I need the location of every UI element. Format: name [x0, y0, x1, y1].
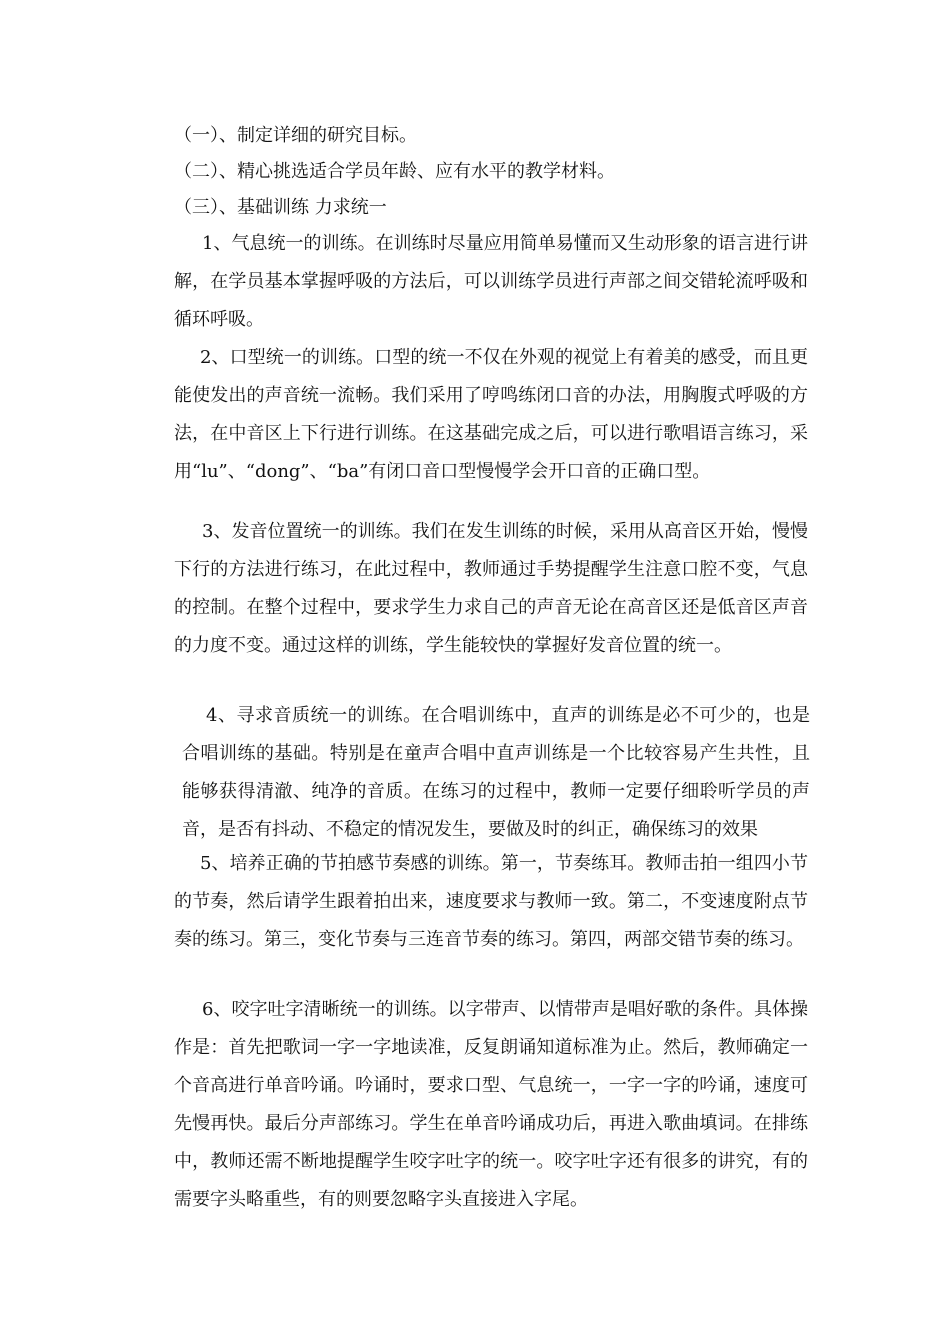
section-heading-3: （三）、基础训练 力求统一 [174, 197, 387, 218]
paragraph-tone-quality-training: 4、寻求音质统一的训练。在合唱训练中，直声的训练是必不可少的，也是合唱训练的基础。特别是在童声合唱中直声训练是一个比较容易产生共性，且能够获得清澈、纯净的音质。在练习的过程中，教师一定要仔细聆听学员的声音，是否有抖动、不稳定的情况发生，要做及时的纠正，确保练习的效果 [182, 705, 810, 840]
paragraph-breath-training: 1、气息统一的训练。在训练时尽量应用简单易懂而又生动形象的语言进行讲解，在学员基本掌握呼吸的方法后，可以训练学员进行声部之间交错轮流呼吸和循环呼吸。 [174, 233, 808, 330]
paragraph-pronunciation-position-training: 3、发音位置统一的训练。我们在发生训练的时候，采用从高音区开始，慢慢下行的方法进行练习，在此过程中，教师通过手势提醒学生注意口腔不变，气息的控制。在整个过程中，要求学生力求自己的声音无论在高音区还是低音区声音的力度不变。通过这样的训练，学生能较快的掌握好发音位置的统一。 [174, 521, 808, 656]
section-heading-2: （二）、精心挑选适合学员年龄、应有水平的教学材料。 [174, 161, 615, 182]
paragraph-rhythm-training: 5、培养正确的节拍感节奏感的训练。第一，节奏练耳。教师击拍一组四小节的节奏，然后请学生跟着拍出来，速度要求与教师一致。第二，不变速度附点节奏的练习。第三，变化节奏与三连音节奏的练习。第四，两部交错节奏的练习。 [174, 853, 808, 950]
paragraph-mouth-shape-training: 2、口型统一的训练。口型的统一不仅在外观的视觉上有着美的感受，而且更能使发出的声音统一流畅。我们采用了哼鸣练闭口音的办法，用胸腹式呼吸的方法，在中音区上下行进行训练。在这基础完成之后，可以进行歌唱语言练习，采用“lu”、“dong”、“ba”有闭口音口型慢慢学会开口音的正确口型。 [174, 347, 808, 482]
paragraph-articulation-training: 6、咬字吐字清晰统一的训练。以字带声、以情带声是唱好歌的条件。具体操作是：首先把歌词一字一字地读准，反复朗诵知道标准为止。然后，教师确定一个音高进行单音吟诵。吟诵时，要求口型、气息统一，一字一字的吟诵，速度可先慢再快。最后分声部练习。学生在单音吟诵成功后，再进入歌曲填词。在排练中，教师还需不断地提醒学生咬字吐字的统一。咬字吐字还有很多的讲究，有的需要字头略重些，有的则要忽略字头直接进入字尾。 [174, 999, 808, 1210]
section-heading-1: （一）、制定详细的研究目标。 [174, 125, 417, 146]
